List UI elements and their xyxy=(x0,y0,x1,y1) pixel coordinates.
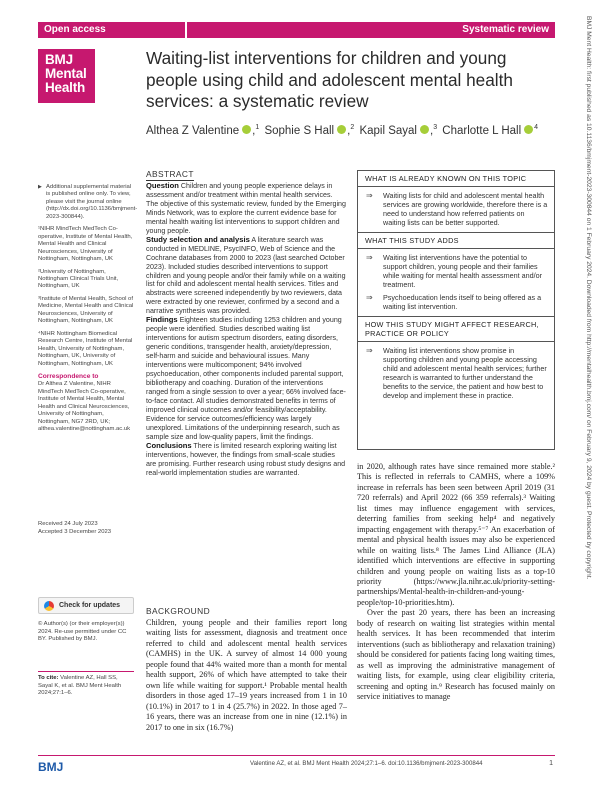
affiliation-sup: 4 xyxy=(534,124,539,131)
affiliation-1: ¹NIHR MindTech MedTech Co-operative, Institute of Mental Health, Mental Health and Clinical Neurosciences, University of Nottingham, Nottingham, UK xyxy=(38,226,133,263)
affiliation-sup: 2 xyxy=(350,124,355,131)
background-paragraph: in 2020, although rates have since remained more stable.² This is reflected in referrals to CAMHS, where a 109% increase in referrals has been seen between April 2019 (31 720 referrals) and April 2022 (66 359 referrals).³ Waiting list times may influence engagement with services, deterring families from seeking help⁴ and negatively impacting engagement with therapy.⁵⁻⁷ An exacerbation of mental and physical health issues may also be experienced while on waiting lists.⁸ The James Lind Alliance (JLA) identified which interventions are effective in supporting children and young people on waiting lists as a top-10 priority (https://www.jla.nihr.ac.uk/priority-setting-partnerships/Mental-health-in-children-and-young-people/top-10-priorities.htm). xyxy=(357,462,555,607)
article-dates xyxy=(38,521,134,536)
background-column-1: Children, young people and their families report long waiting lists for assessment, diagnosis and treatment once referred to child and adolescent mental health services (CAMHS) in the UK. A survey of almost 14 000 young people found that 44% waited more than a month for mental health support, 26% of which have attempted to take their own life while waiting for support.¹ Probable mental health disorders in those aged 17–19 years increased from 1 in 10 (10.1%) in 2017 to 1 in 4 (25.7%) in 2022. In those aged 7–16 years, there was an increase from one in nine (12.1%) in 2017 to one in six (16.7%) xyxy=(146,618,347,732)
received-date: Received 24 July 2023 xyxy=(38,521,98,527)
impact-heading: HOW THIS STUDY MIGHT AFFECT RESEARCH, PRACTICE OR POLICY xyxy=(358,316,554,342)
affiliation-sup: 1 xyxy=(255,124,260,131)
adds-item: ⇒ Waiting list interventions have the potential to support children, young people and their families while waiting for mental health assessment and/or treatment. xyxy=(358,251,554,291)
affiliation-3: ³Institute of Mental Health, School of Medicine, Mental Health and Clinical Neurosciences, University of Nottingham, Nottingham, UK xyxy=(38,295,134,325)
findings-label: Findings xyxy=(146,315,178,325)
journal-logo xyxy=(38,49,95,103)
orcid-icon[interactable] xyxy=(524,125,533,134)
affiliation-sup: 3 xyxy=(433,124,438,131)
orcid-icon[interactable] xyxy=(420,125,429,134)
orcid-icon[interactable] xyxy=(337,125,346,134)
correspondence-text[interactable]: Dr Althea Z Valentine, NIHR MindTech MedTech Co-operative, Institute of Mental Health, Mental Health and Clinical Neurosciences, University of Nottingham, Nottingham, NG7 2RD, UK; althea.valentine@nottingham.ac.uk xyxy=(38,381,131,433)
background-heading: BACKGROUND xyxy=(146,606,211,616)
logo-line-3: Health xyxy=(45,80,86,95)
conclusions-label: Conclusions xyxy=(146,440,192,450)
key-messages-box xyxy=(357,170,555,450)
footer-rule xyxy=(38,755,555,756)
article-type-banner xyxy=(187,22,555,38)
logo-line-2: Mental xyxy=(45,66,87,81)
accepted-date: Accepted 3 December 2023 xyxy=(38,528,112,535)
background-paragraph: Over the past 20 years, there has been an increasing body of research on waiting list strategies within mental health services. It has been recommended that interim interventions (such as bibliotherapy and relaxation training) should be considered for patients facing long waiting times, as well as improving the administrative management of waiting lists, for example, using clear eligibility criteria, screening and opting in.⁹ Research has focused mainly on service initiatives to manage xyxy=(357,608,555,701)
impact-item: ⇒ Waiting list interventions show promise in supporting children and young people accessing child and adolescent mental health services; further research is warranted to further understand the benefits to the service, the patient and how best to develop and implement these in practice. xyxy=(358,344,554,402)
check-for-updates-button[interactable] xyxy=(38,597,134,614)
abstract-body xyxy=(146,182,346,477)
orcid-icon[interactable] xyxy=(242,125,251,134)
adds-heading: WHAT THIS STUDY ADDS xyxy=(358,232,554,249)
author-name[interactable]: Sophie S Hall xyxy=(264,124,335,137)
side-download-notice xyxy=(582,16,592,794)
logo-line-1: BMJ xyxy=(45,52,73,67)
open-access-label: Open access xyxy=(44,24,106,35)
author-list: Althea Z Valentine ,$^1$ Sophie S Hall ,$^2$ Kapil Sayal ,$^3$ Charlotte L Hall $^4$ xyxy=(146,124,539,137)
findings-text: Eighteen studies including 1253 children and young people were identified. Studies described waiting list interventions for autism spectrum disorders, eating disorders, generic conditions, transgender health, anxiety/depression, self-harm and suicide and behavioural issues. Many interventions were multicomponent; 94% involved psychoeducation, other components included parental support, bibliotherapy and coaching. Duration of the interventions ranged from a single session to over a year; 66% involved face-to-face contact. All studies demonstrated benefits in terms of improved clinical outcomes and/or feasibility/acceptability. Evidence for service outcomes/efficiency was largely unexplored. Limitations of the underpinning research, such as sample size and low-quality papers, limit the findings. xyxy=(146,316,346,441)
adds-item: ⇒ Psychoeducation lends itself to being offered as a waiting list intervention. xyxy=(358,291,554,313)
article-sidebar xyxy=(38,184,138,439)
cite-label: To cite: xyxy=(38,675,59,681)
known-heading: WHAT IS ALREADY KNOWN ON THIS TOPIC xyxy=(358,171,554,187)
conclusions-text: There is limited research exploring waiting list interventions, however, the findings from small-scale studies are promising. Further research using robust study designs and real-world implementation studies are warranted. xyxy=(146,441,346,477)
correspondence-heading: Correspondence to xyxy=(38,372,99,380)
side-download-text: BMJ Ment Health: first published as 10.1136/bmjment-2023-300844 on 1 February 2024. Downloaded from http://mentalhealth.bmj.com/ on February 9, 2024 by guest. Protected by copyright. xyxy=(585,16,592,580)
footer-citation: Valentine AZ, et al. BMJ Ment Health 2024;27:1–6. doi:10.1136/bmjment-2023-300844 xyxy=(250,760,483,767)
copyright-notice: © Author(s) (or their employer(s)) 2024. Re-use permitted under CC BY. Published by BMJ. xyxy=(38,621,127,642)
page-number: 1 xyxy=(549,760,553,767)
author-name[interactable]: Althea Z Valentine xyxy=(146,124,240,137)
crossmark-icon xyxy=(44,601,54,611)
article-title: Waiting-list interventions for children and young people using child and adolescent mental health services: a systematic review xyxy=(146,48,513,111)
affiliation-4: ⁴NIHR Nottingham Biomedical Research Centre, Institute of Mental Health, University of Nottingham, Nottingham, UK, University of Nottingham, Nottingham, UK xyxy=(38,330,133,367)
question-label: Question xyxy=(146,181,179,190)
article-type-label: Systematic review xyxy=(462,24,549,35)
author-name[interactable]: Kapil Sayal xyxy=(359,124,417,137)
selection-label: Study selection and analysis xyxy=(146,234,250,244)
affiliation-2: ²University of Nottingham, Nottingham Clinical Trials Unit, Nottingham, UK xyxy=(38,268,119,290)
abstract-heading: ABSTRACT xyxy=(146,169,194,179)
open-access-banner xyxy=(38,22,185,38)
supplemental-note[interactable]: ▶ Additional supplemental material is published online only. To view, please visit the journal online (http://dx.doi.org/10.1136/bmjment-2023-300844). xyxy=(38,184,134,221)
author-name[interactable]: Charlotte L Hall xyxy=(442,124,522,137)
selection-text: A literature search was conducted in MEDLINE, PsycINFO, Web of Science and the Cochrane databases from 2000 to 2023 (last searched October 2023). Included studies described interventions to support children and young people and/or their family while on a waiting list for child and adolescent mental health services. Titles and abstracts were screened independently by two reviewers, data were extracted by one reviewer, confirmed by a second and a narrative synthesis was provided. xyxy=(146,235,346,316)
check-updates-label: Check for updates xyxy=(59,602,121,609)
question-text: Children and young people experience delays in assessment and/or treatment within mental health services. The objective of this systematic review, funded by the Emerging Minds Network, was to explore the current evidence base for mental health waiting list interventions to support children and young people. xyxy=(146,182,346,235)
cite-text: Valentine AZ, Hall SS, Sayal K, et al. BMJ Ment Health 2024;27:1–6. xyxy=(38,675,122,696)
bmj-footer-logo: BMJ xyxy=(38,760,64,774)
citation-box xyxy=(38,671,134,698)
background-column-2 xyxy=(357,462,555,702)
known-item: ⇒ Waiting lists for child and adolescent mental health services are growing worldwide, therefore there is a need to understand how referred patients on waiting lists can be better supported. xyxy=(358,189,554,229)
